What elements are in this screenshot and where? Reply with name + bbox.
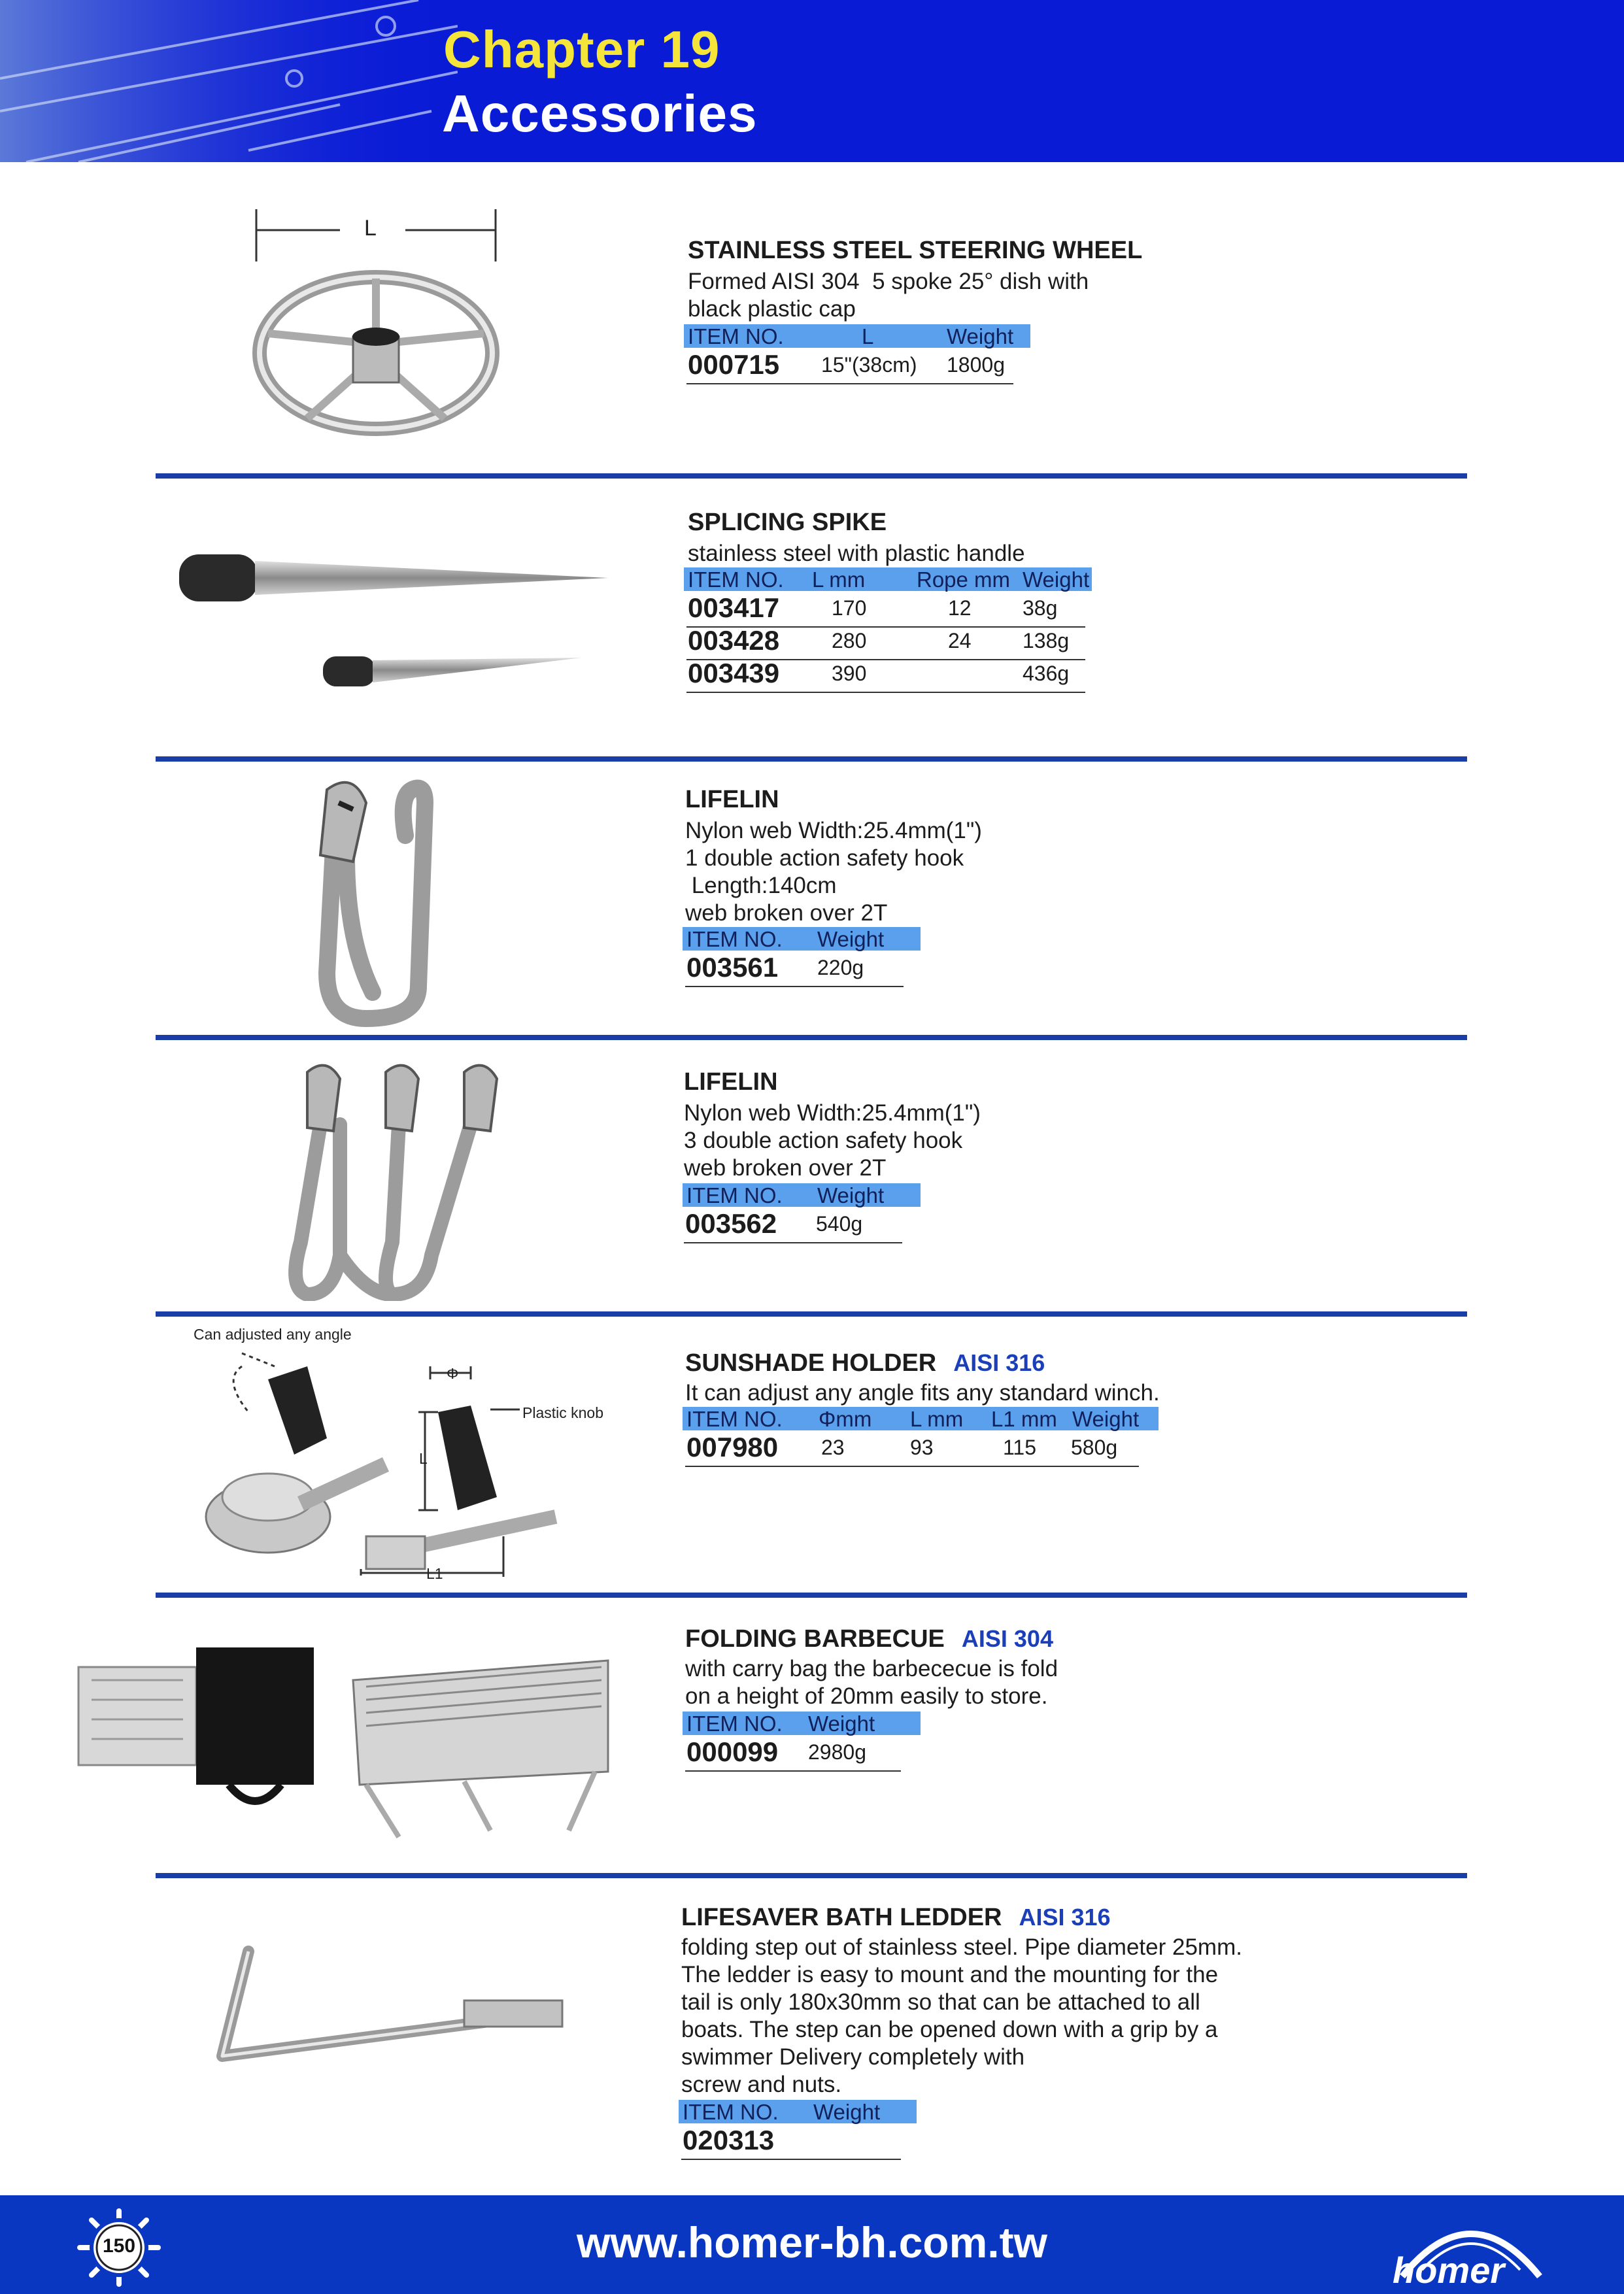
item-number: 007980 xyxy=(686,1432,779,1462)
table-row xyxy=(686,658,1085,693)
product-description-line: web broken over 2T xyxy=(685,900,888,926)
figure-annotation: Φ xyxy=(447,1365,459,1382)
column-header: Weight xyxy=(813,2100,881,2124)
product-title: LIFELIN xyxy=(684,1068,778,1096)
table-row xyxy=(686,592,1085,628)
table-cell: 390 xyxy=(832,662,867,685)
table-cell: 138g xyxy=(1023,629,1070,652)
column-header: Weight xyxy=(1072,1407,1140,1431)
table-row xyxy=(684,1208,902,1243)
table-row xyxy=(685,952,904,987)
product-description-line: tail is only 180x30mm so that can be attached to all xyxy=(681,1989,1200,2015)
column-header: ITEM NO. xyxy=(688,324,784,348)
product-description-line: Nylon web Width:25.4mm(1") xyxy=(685,818,982,843)
table-cell: 436g xyxy=(1023,662,1070,685)
product-title: SPLICING SPIKE xyxy=(688,509,887,536)
table-cell: 280 xyxy=(832,629,867,652)
product-description-line: Nylon web Width:25.4mm(1") xyxy=(684,1100,981,1126)
item-number: 003439 xyxy=(688,658,780,688)
table-cell: 540g xyxy=(816,1212,863,1236)
product-description-line: screw and nuts. xyxy=(681,2072,842,2097)
folding-barbecue-illustration xyxy=(72,1621,621,1844)
column-header: L1 mm xyxy=(991,1407,1057,1431)
product-title: STAINLESS STEEL STEERING WHEEL xyxy=(688,237,1143,264)
column-header: Φmm xyxy=(819,1407,872,1431)
product-description-line: web broken over 2T xyxy=(684,1155,887,1181)
material-grade: AISI 316 xyxy=(953,1349,1045,1376)
section-divider xyxy=(156,1311,1467,1317)
blueprint-decoration xyxy=(0,0,458,162)
column-header: Weight xyxy=(817,927,885,951)
column-header: ITEM NO. xyxy=(683,2100,779,2124)
sunshade-holder-illustration xyxy=(190,1340,608,1589)
column-header: Weight xyxy=(947,324,1014,348)
spec-table-header xyxy=(683,1183,921,1207)
product-title-text: SUNSHADE HOLDER xyxy=(685,1349,937,1377)
item-number: 020313 xyxy=(683,2125,775,2155)
item-number: 003561 xyxy=(686,952,779,983)
section-divider xyxy=(156,473,1467,479)
section-divider xyxy=(156,1873,1467,1878)
item-number: 003428 xyxy=(688,625,780,656)
product-description-line: It can adjust any angle fits any standard winch. xyxy=(685,1380,1160,1406)
section-divider xyxy=(156,1035,1467,1040)
product-description-line: The ledder is easy to mount and the mounting for the xyxy=(681,1962,1219,1987)
product-title-text: LIFESAVER BATH LEDDER xyxy=(681,1904,1002,1931)
table-cell: 1800g xyxy=(947,353,1005,377)
product-description-line: black plastic cap xyxy=(688,296,856,322)
column-header: Weight xyxy=(808,1712,875,1736)
figure-annotation: L1 xyxy=(426,1565,443,1582)
spec-table-header xyxy=(684,567,1092,591)
table-row xyxy=(681,2125,901,2160)
product-title xyxy=(681,1904,1111,1932)
material-grade: AISI 316 xyxy=(1019,1904,1111,1931)
table-cell: 2980g xyxy=(808,1740,866,1764)
table-cell: 24 xyxy=(948,629,972,652)
table-cell: 220g xyxy=(817,956,864,979)
table-cell: 93 xyxy=(910,1436,934,1459)
column-header: ITEM NO. xyxy=(686,1712,783,1736)
product-description-line: stainless steel with plastic handle xyxy=(688,541,1025,566)
website-url[interactable]: www.homer-bh.com.tw xyxy=(577,2218,1047,2267)
product-title xyxy=(685,1349,1045,1377)
column-header: Rope mm xyxy=(917,567,1011,592)
splicing-spike-illustration xyxy=(177,543,621,700)
product-description-line: Formed AISI 304 5 spoke 25° dish with xyxy=(688,269,1089,294)
column-header: L mm xyxy=(910,1407,964,1431)
wheel-dimension-label: L xyxy=(364,216,377,241)
product-description-line: Length:140cm xyxy=(685,873,837,898)
item-number: 003417 xyxy=(688,592,780,623)
table-cell: 23 xyxy=(821,1436,845,1459)
figure-annotation: L xyxy=(419,1450,428,1467)
product-description-line: swimmer Delivery completely with xyxy=(681,2044,1025,2070)
product-description-line: on a height of 20mm easily to store. xyxy=(685,1683,1048,1709)
item-number: 000099 xyxy=(686,1736,779,1767)
column-header: L mm xyxy=(812,567,866,592)
section-divider xyxy=(156,1593,1467,1598)
column-header: L xyxy=(862,324,874,348)
page-number: 150 xyxy=(102,2235,136,2257)
column-header: Weight xyxy=(1023,567,1090,592)
product-title xyxy=(685,1625,1053,1653)
item-number: 003562 xyxy=(685,1208,777,1239)
product-description-line: 1 double action safety hook xyxy=(685,845,964,871)
table-cell: 12 xyxy=(948,596,972,620)
brand-logo: homer xyxy=(1393,2250,1505,2291)
column-header: ITEM NO. xyxy=(686,1183,783,1207)
spec-table-header xyxy=(684,324,1030,348)
column-header: ITEM NO. xyxy=(686,1407,783,1431)
product-title: LIFELIN xyxy=(685,786,779,813)
table-cell: 115 xyxy=(1003,1436,1037,1459)
spec-table-header xyxy=(683,1712,921,1735)
bath-ladder-illustration xyxy=(209,1942,575,2079)
table-cell: 15"(38cm) xyxy=(821,353,917,377)
lifeline-triple-illustration xyxy=(262,1059,536,1301)
product-description-line: 3 double action safety hook xyxy=(684,1128,963,1153)
column-header: ITEM NO. xyxy=(688,567,784,592)
table-row xyxy=(685,1736,901,1772)
column-header: Weight xyxy=(817,1183,885,1207)
spec-table-header xyxy=(679,2100,917,2123)
column-header: ITEM NO. xyxy=(686,927,783,951)
table-row xyxy=(686,349,1013,384)
table-cell: 170 xyxy=(832,596,867,620)
section-divider xyxy=(156,756,1467,762)
table-cell: 580g xyxy=(1071,1436,1118,1459)
product-title-text: FOLDING BARBECUE xyxy=(685,1625,945,1653)
table-row xyxy=(685,1432,1139,1467)
figure-annotation: Can adjusted any angle xyxy=(194,1326,352,1343)
steering-wheel-illustration xyxy=(248,203,510,438)
product-description-line: with carry bag the barbececue is fold xyxy=(685,1656,1058,1681)
table-cell: 38g xyxy=(1023,596,1058,620)
chapter-title: Accessories xyxy=(442,84,758,143)
item-number: 000715 xyxy=(688,349,780,380)
material-grade: AISI 304 xyxy=(961,1625,1053,1652)
lifeline-single-illustration xyxy=(307,777,464,1032)
product-description-line: folding step out of stainless steel. Pipe diameter 25mm. xyxy=(681,1934,1242,1960)
figure-annotation: Plastic knob xyxy=(522,1404,604,1421)
table-row xyxy=(686,625,1085,660)
spec-table-header xyxy=(683,1407,1159,1430)
product-description-line: boats. The step can be opened down with a grip by a xyxy=(681,2017,1218,2042)
chapter-header xyxy=(0,0,1624,162)
chapter-number: Chapter 19 xyxy=(443,20,720,78)
spec-table-header xyxy=(683,927,921,951)
